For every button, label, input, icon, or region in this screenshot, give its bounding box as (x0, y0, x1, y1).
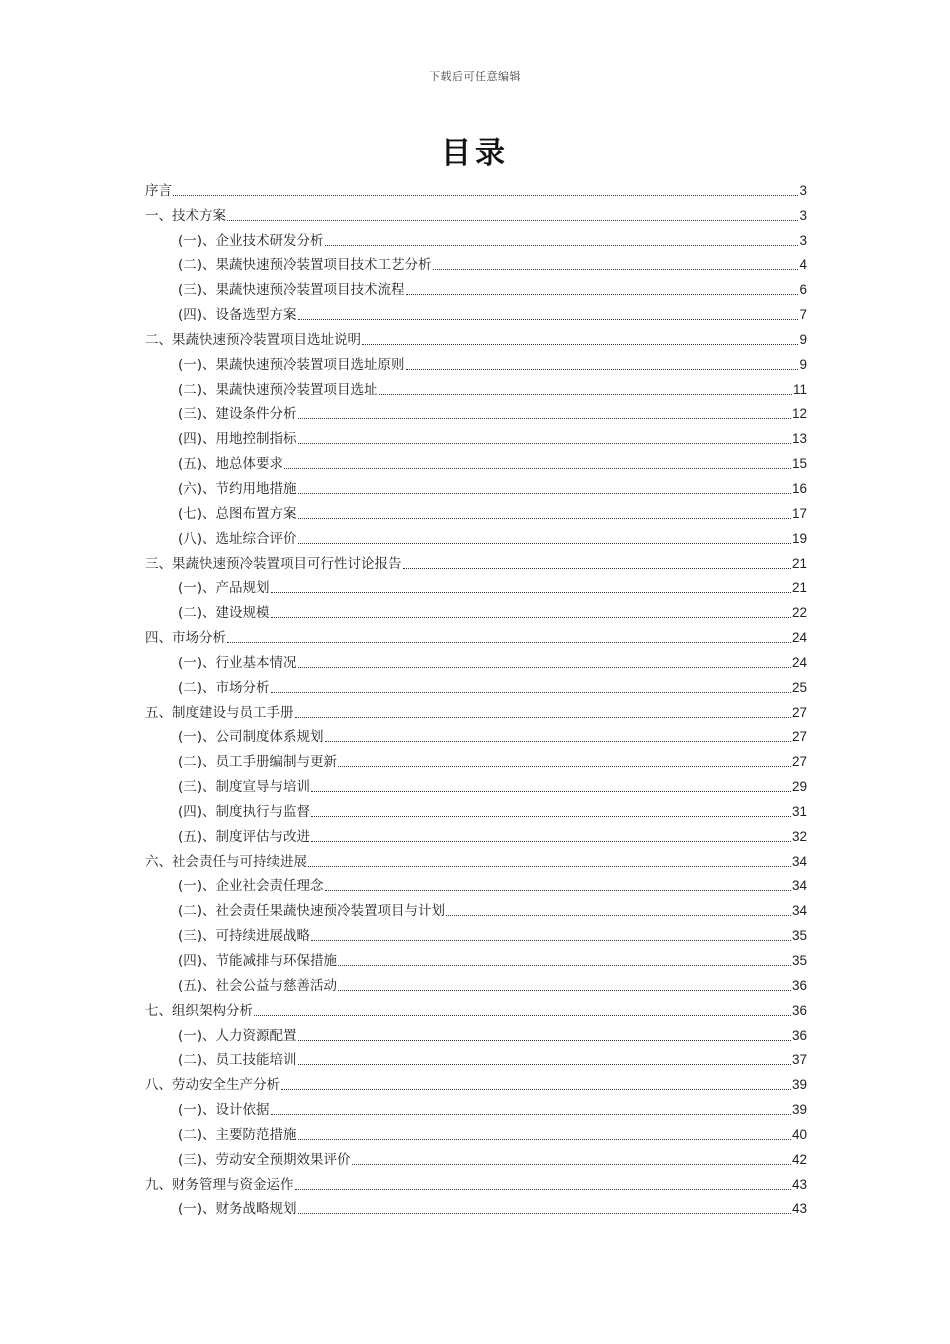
toc-page-number: 24 (791, 630, 807, 646)
toc-dot-leader (227, 220, 798, 221)
toc-page-number: 9 (799, 356, 807, 372)
toc-chapter-entry[interactable] (145, 326, 807, 351)
toc-section-entry[interactable] (145, 1047, 807, 1072)
toc-page-number: 43 (791, 1176, 807, 1192)
toc-page-number: 21 (791, 580, 807, 596)
toc-section-entry[interactable] (145, 1196, 807, 1221)
toc-dot-leader (325, 741, 791, 742)
toc-page-number: 3 (799, 182, 807, 198)
toc-page-number: 34 (791, 903, 807, 919)
toc-entry-title: 七、组织架构分析 (145, 1002, 253, 1019)
toc-section-entry[interactable] (145, 674, 807, 699)
toc-dot-leader (352, 1164, 791, 1165)
toc-entry-title: (二)、社会责任果蔬快速预冷装置项目与计划 (178, 903, 446, 920)
toc-page-number: 42 (791, 1151, 807, 1167)
toc-entry-title: (一)、人力资源配置 (178, 1027, 297, 1044)
toc-page-number: 32 (791, 828, 807, 844)
toc-dot-leader (284, 468, 791, 469)
toc-dot-leader (295, 1189, 791, 1190)
toc-dot-leader (325, 245, 799, 246)
toc-page-number: 3 (799, 207, 807, 223)
toc-section-entry[interactable] (145, 1096, 807, 1121)
toc-entry-title: (四)、设备选型方案 (178, 307, 297, 324)
toc-entry-title: 八、劳动安全生产分析 (145, 1077, 280, 1094)
toc-page-number: 25 (791, 679, 807, 695)
toc-chapter-entry[interactable] (145, 699, 807, 724)
toc-entry-title: (一)、财务战略规划 (178, 1201, 297, 1218)
toc-entry-title: (七)、总图布置方案 (178, 505, 297, 522)
toc-dot-leader (325, 890, 791, 891)
toc-entry-title: 五、制度建设与员工手册 (145, 704, 294, 721)
toc-dot-leader (298, 518, 791, 519)
toc-section-entry[interactable] (145, 227, 807, 252)
toc-dot-leader (403, 568, 791, 569)
toc-page-number: 3 (799, 232, 807, 248)
toc-entry-title: 六、社会责任与可持续进展 (145, 853, 307, 870)
toc-dot-leader (295, 717, 791, 718)
toc-section-entry[interactable] (145, 873, 807, 898)
toc-section-entry[interactable] (145, 500, 807, 525)
toc-dot-leader (362, 344, 798, 345)
toc-section-entry[interactable] (145, 773, 807, 798)
toc-page-number: 39 (791, 1102, 807, 1118)
toc-chapter-entry[interactable] (145, 624, 807, 649)
toc-section-entry[interactable] (145, 575, 807, 600)
toc-section-entry[interactable] (145, 1022, 807, 1047)
toc-page-number: 13 (791, 431, 807, 447)
toc-entry-title: (三)、制度宣导与培训 (178, 779, 311, 796)
toc-entry-title: (二)、建设规模 (178, 605, 270, 622)
toc-entry-title: (三)、建设条件分析 (178, 406, 297, 423)
table-of-contents (145, 177, 807, 1220)
toc-chapter-entry[interactable] (145, 848, 807, 873)
toc-dot-leader (298, 418, 791, 419)
toc-dot-leader (271, 692, 791, 693)
toc-chapter-entry[interactable] (145, 1071, 807, 1096)
toc-section-entry[interactable] (145, 276, 807, 301)
toc-dot-leader (254, 1015, 791, 1016)
toc-dot-leader (311, 841, 791, 842)
toc-page-number: 36 (791, 1002, 807, 1018)
toc-entry-title: (二)、员工手册编制与更新 (178, 754, 338, 771)
toc-section-entry[interactable] (145, 922, 807, 947)
toc-page-number: 27 (791, 704, 807, 720)
toc-page-number: 15 (791, 456, 807, 472)
toc-page-number: 34 (791, 878, 807, 894)
toc-page-number: 29 (791, 779, 807, 795)
toc-page-number: 7 (799, 307, 807, 323)
toc-entry-title: (八)、选址综合评价 (178, 530, 297, 547)
toc-dot-leader (281, 1089, 791, 1090)
toc-dot-leader (298, 1139, 791, 1140)
toc-entry-title: 二、果蔬快速预冷装置项目选址说明 (145, 331, 361, 348)
toc-entry-title: (五)、地总体要求 (178, 456, 284, 473)
toc-entry-title: (三)、可持续进展战略 (178, 928, 311, 945)
toc-dot-leader (271, 592, 791, 593)
toc-dot-leader (298, 319, 799, 320)
toc-entry-title: (二)、员工技能培训 (178, 1052, 297, 1069)
toc-section-entry[interactable] (145, 351, 807, 376)
toc-page-number: 27 (791, 729, 807, 745)
toc-section-entry[interactable] (145, 1146, 807, 1171)
toc-section-entry[interactable] (145, 798, 807, 823)
toc-dot-leader (298, 443, 791, 444)
toc-page-number: 4 (799, 257, 807, 273)
toc-entry-title: (五)、制度评估与改进 (178, 828, 311, 845)
toc-page-number: 21 (791, 555, 807, 571)
toc-entry-title: (四)、节能减排与环保措施 (178, 953, 338, 969)
toc-section-entry[interactable] (145, 401, 807, 426)
toc-section-entry[interactable] (145, 1121, 807, 1146)
toc-section-entry[interactable] (145, 252, 807, 277)
toc-dot-leader (446, 915, 791, 916)
toc-page-number: 6 (799, 282, 807, 298)
toc-entry-title: (一)、产品规划 (178, 580, 270, 597)
toc-section-entry[interactable] (145, 599, 807, 624)
toc-entry-title: (六)、节约用地措施 (178, 480, 297, 497)
toc-entry-title: (一)、设计依据 (178, 1102, 270, 1119)
toc-dot-leader (379, 394, 792, 395)
toc-entry-title: 序言 (145, 182, 172, 199)
toc-page-number: 36 (791, 977, 807, 993)
toc-entry-title: (一)、行业基本情况 (178, 654, 297, 671)
toc-page-number: 22 (791, 605, 807, 621)
toc-page-number: 17 (791, 505, 807, 521)
toc-section-entry[interactable] (145, 947, 807, 972)
toc-entry-title: 三、果蔬快速预冷装置项目可行性讨论报告 (145, 555, 402, 572)
toc-entry-title: (一)、公司制度体系规划 (178, 729, 324, 746)
toc-dot-leader (406, 294, 799, 295)
toc-page-number: 43 (791, 1201, 807, 1217)
toc-section-entry[interactable] (145, 301, 807, 326)
toc-chapter-entry[interactable] (145, 1171, 807, 1196)
toc-entry-title: (二)、果蔬快速预冷装置项目选址 (178, 381, 378, 398)
toc-dot-leader (338, 965, 791, 966)
toc-section-entry[interactable] (145, 724, 807, 749)
toc-section-entry[interactable] (145, 376, 807, 401)
toc-chapter-entry[interactable] (145, 550, 807, 575)
toc-dot-leader (298, 667, 791, 668)
toc-entry-title: (二)、主要防范措施 (178, 1126, 297, 1143)
toc-entry-title: 九、财务管理与资金运作 (145, 1176, 294, 1193)
toc-entry-title: (一)、企业技术研发分析 (178, 232, 324, 249)
toc-entry-title: 一、技术方案 (145, 207, 226, 224)
toc-entry-title: (五)、社会公益与慈善活动 (178, 977, 338, 994)
toc-dot-leader (308, 866, 791, 867)
toc-page-number: 35 (791, 928, 807, 944)
toc-section-entry[interactable] (145, 475, 807, 500)
toc-page-number: 40 (791, 1126, 807, 1142)
toc-dot-leader (433, 269, 799, 270)
toc-dot-leader (271, 617, 791, 618)
toc-page-number: 31 (791, 803, 807, 819)
toc-section-entry[interactable] (145, 748, 807, 773)
toc-dot-leader (298, 493, 791, 494)
toc-section-entry[interactable] (145, 649, 807, 674)
toc-section-entry[interactable] (145, 425, 807, 450)
toc-chapter-entry[interactable] (145, 177, 807, 202)
toc-page-number: 39 (791, 1077, 807, 1093)
toc-dot-leader (338, 990, 791, 991)
toc-page-number: 36 (791, 1027, 807, 1043)
toc-dot-leader (298, 1040, 791, 1041)
toc-page-number: 24 (791, 654, 807, 670)
toc-page-number: 11 (792, 381, 807, 397)
toc-chapter-entry[interactable] (145, 997, 807, 1022)
toc-page-number: 16 (791, 480, 807, 496)
toc-dot-leader (298, 543, 791, 544)
toc-entry-title: (二)、市场分析 (178, 679, 270, 696)
toc-dot-leader (173, 195, 798, 196)
toc-section-entry[interactable] (145, 450, 807, 475)
toc-entry-title: (四)、制度执行与监督 (178, 803, 311, 820)
toc-entry-title: (四)、用地控制指标 (178, 431, 297, 448)
toc-dot-leader (298, 1213, 791, 1214)
toc-entry-title: (一)、果蔬快速预冷装置项目选址原则 (178, 356, 405, 373)
toc-dot-leader (271, 1114, 791, 1115)
header-note: 下载后可任意编辑 (429, 70, 521, 83)
toc-dot-leader (227, 642, 791, 643)
toc-entry-title: (三)、果蔬快速预冷装置项目技术流程 (178, 282, 405, 299)
toc-dot-leader (406, 369, 799, 370)
toc-page-number: 27 (791, 754, 807, 770)
toc-chapter-entry[interactable] (145, 202, 807, 227)
toc-entry-title: (一)、企业社会责任理念 (178, 878, 324, 895)
toc-section-entry[interactable] (145, 823, 807, 848)
toc-page-number: 9 (799, 331, 807, 347)
toc-dot-leader (311, 816, 791, 817)
page-title: 目录 (441, 136, 509, 171)
toc-entry-title: (三)、劳动安全预期效果评价 (178, 1151, 351, 1168)
toc-dot-leader (311, 940, 791, 941)
toc-entry-title: 四、市场分析 (145, 630, 226, 647)
toc-entry-title: (二)、果蔬快速预冷装置项目技术工艺分析 (178, 257, 432, 274)
toc-page-number: 35 (791, 953, 807, 968)
toc-dot-leader (311, 791, 791, 792)
toc-page-number: 19 (791, 530, 807, 546)
toc-page-number: 12 (791, 406, 807, 422)
toc-dot-leader (298, 1064, 791, 1065)
toc-section-entry[interactable] (145, 897, 807, 922)
toc-dot-leader (338, 766, 791, 767)
toc-page-number: 34 (791, 853, 807, 869)
toc-section-entry[interactable] (145, 972, 807, 997)
toc-section-entry[interactable] (145, 525, 807, 550)
toc-page-number: 37 (791, 1052, 807, 1068)
